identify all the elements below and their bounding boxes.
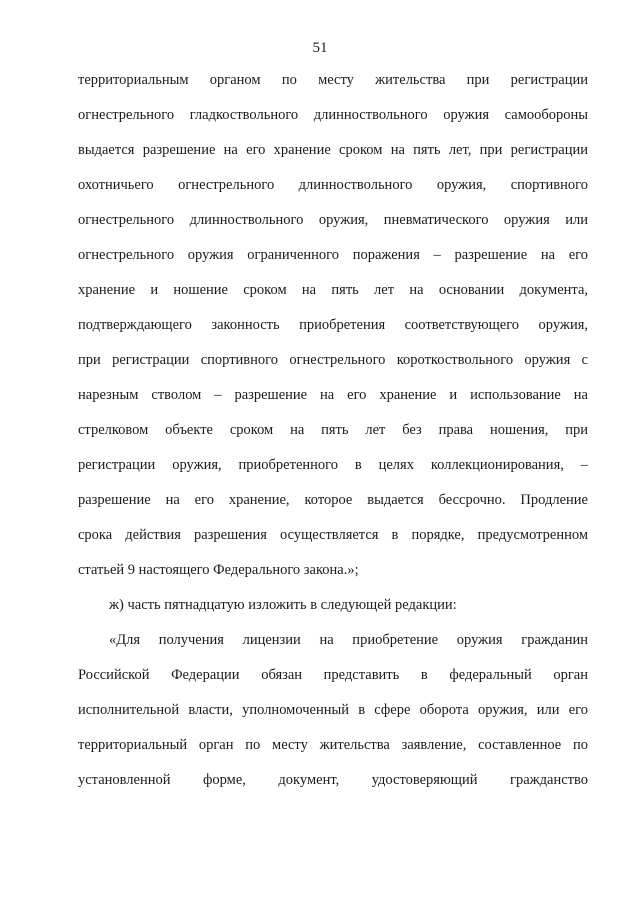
text-line: охотничьего огнестрельного длинноствольного оружия, спортивного — [78, 177, 588, 193]
page-number: 51 — [312, 40, 328, 56]
text-line: Российской Федерации обязан представить в федеральный орган — [78, 667, 588, 683]
text-line: подтверждающего законность приобретения соответствующего оружия, — [78, 317, 588, 333]
text-line: регистрации оружия, приобретенного в целях коллекционирования, – — [78, 457, 588, 473]
text-line: статьей 9 настоящего Федерального закона.»; — [78, 562, 359, 578]
text-line: ж) часть пятнадцатую изложить в следующей редакции: — [109, 597, 457, 613]
text-line: стрелковом объекте сроком на пять лет без права ношения, при — [78, 422, 588, 438]
text-line: при регистрации спортивного огнестрельного короткоствольного оружия с — [78, 352, 588, 368]
document-body — [78, 63, 588, 798]
text-line: срока действия разрешения осуществляется в порядке, предусмотренном — [78, 527, 588, 543]
text-line: территориальный орган по месту жительства заявление, составленное по — [78, 737, 588, 753]
text-line: выдается разрешение на его хранение сроком на пять лет, при регистрации — [78, 142, 588, 158]
text-line: огнестрельного оружия ограниченного поражения – разрешение на его — [78, 247, 588, 263]
text-line: исполнительной власти, уполномоченный в сфере оборота оружия, или его — [78, 702, 588, 718]
text-line: разрешение на его хранение, которое выдается бессрочно. Продление — [78, 492, 588, 508]
text-line: огнестрельного длинноствольного оружия, пневматического оружия или — [78, 212, 588, 228]
text-line: нарезным стволом – разрешение на его хранение и использование на — [78, 387, 588, 403]
text-line: территориальным органом по месту жительства при регистрации — [78, 72, 588, 88]
text-line: «Для получения лицензии на приобретение оружия гражданин — [109, 632, 588, 648]
text-line: огнестрельного гладкоствольного длинноствольного оружия самообороны — [78, 107, 588, 123]
text-line: установленной форме, документ, удостоверяющий гражданство — [78, 772, 588, 788]
text-line: хранение и ношение сроком на пять лет на основании документа, — [78, 282, 588, 298]
